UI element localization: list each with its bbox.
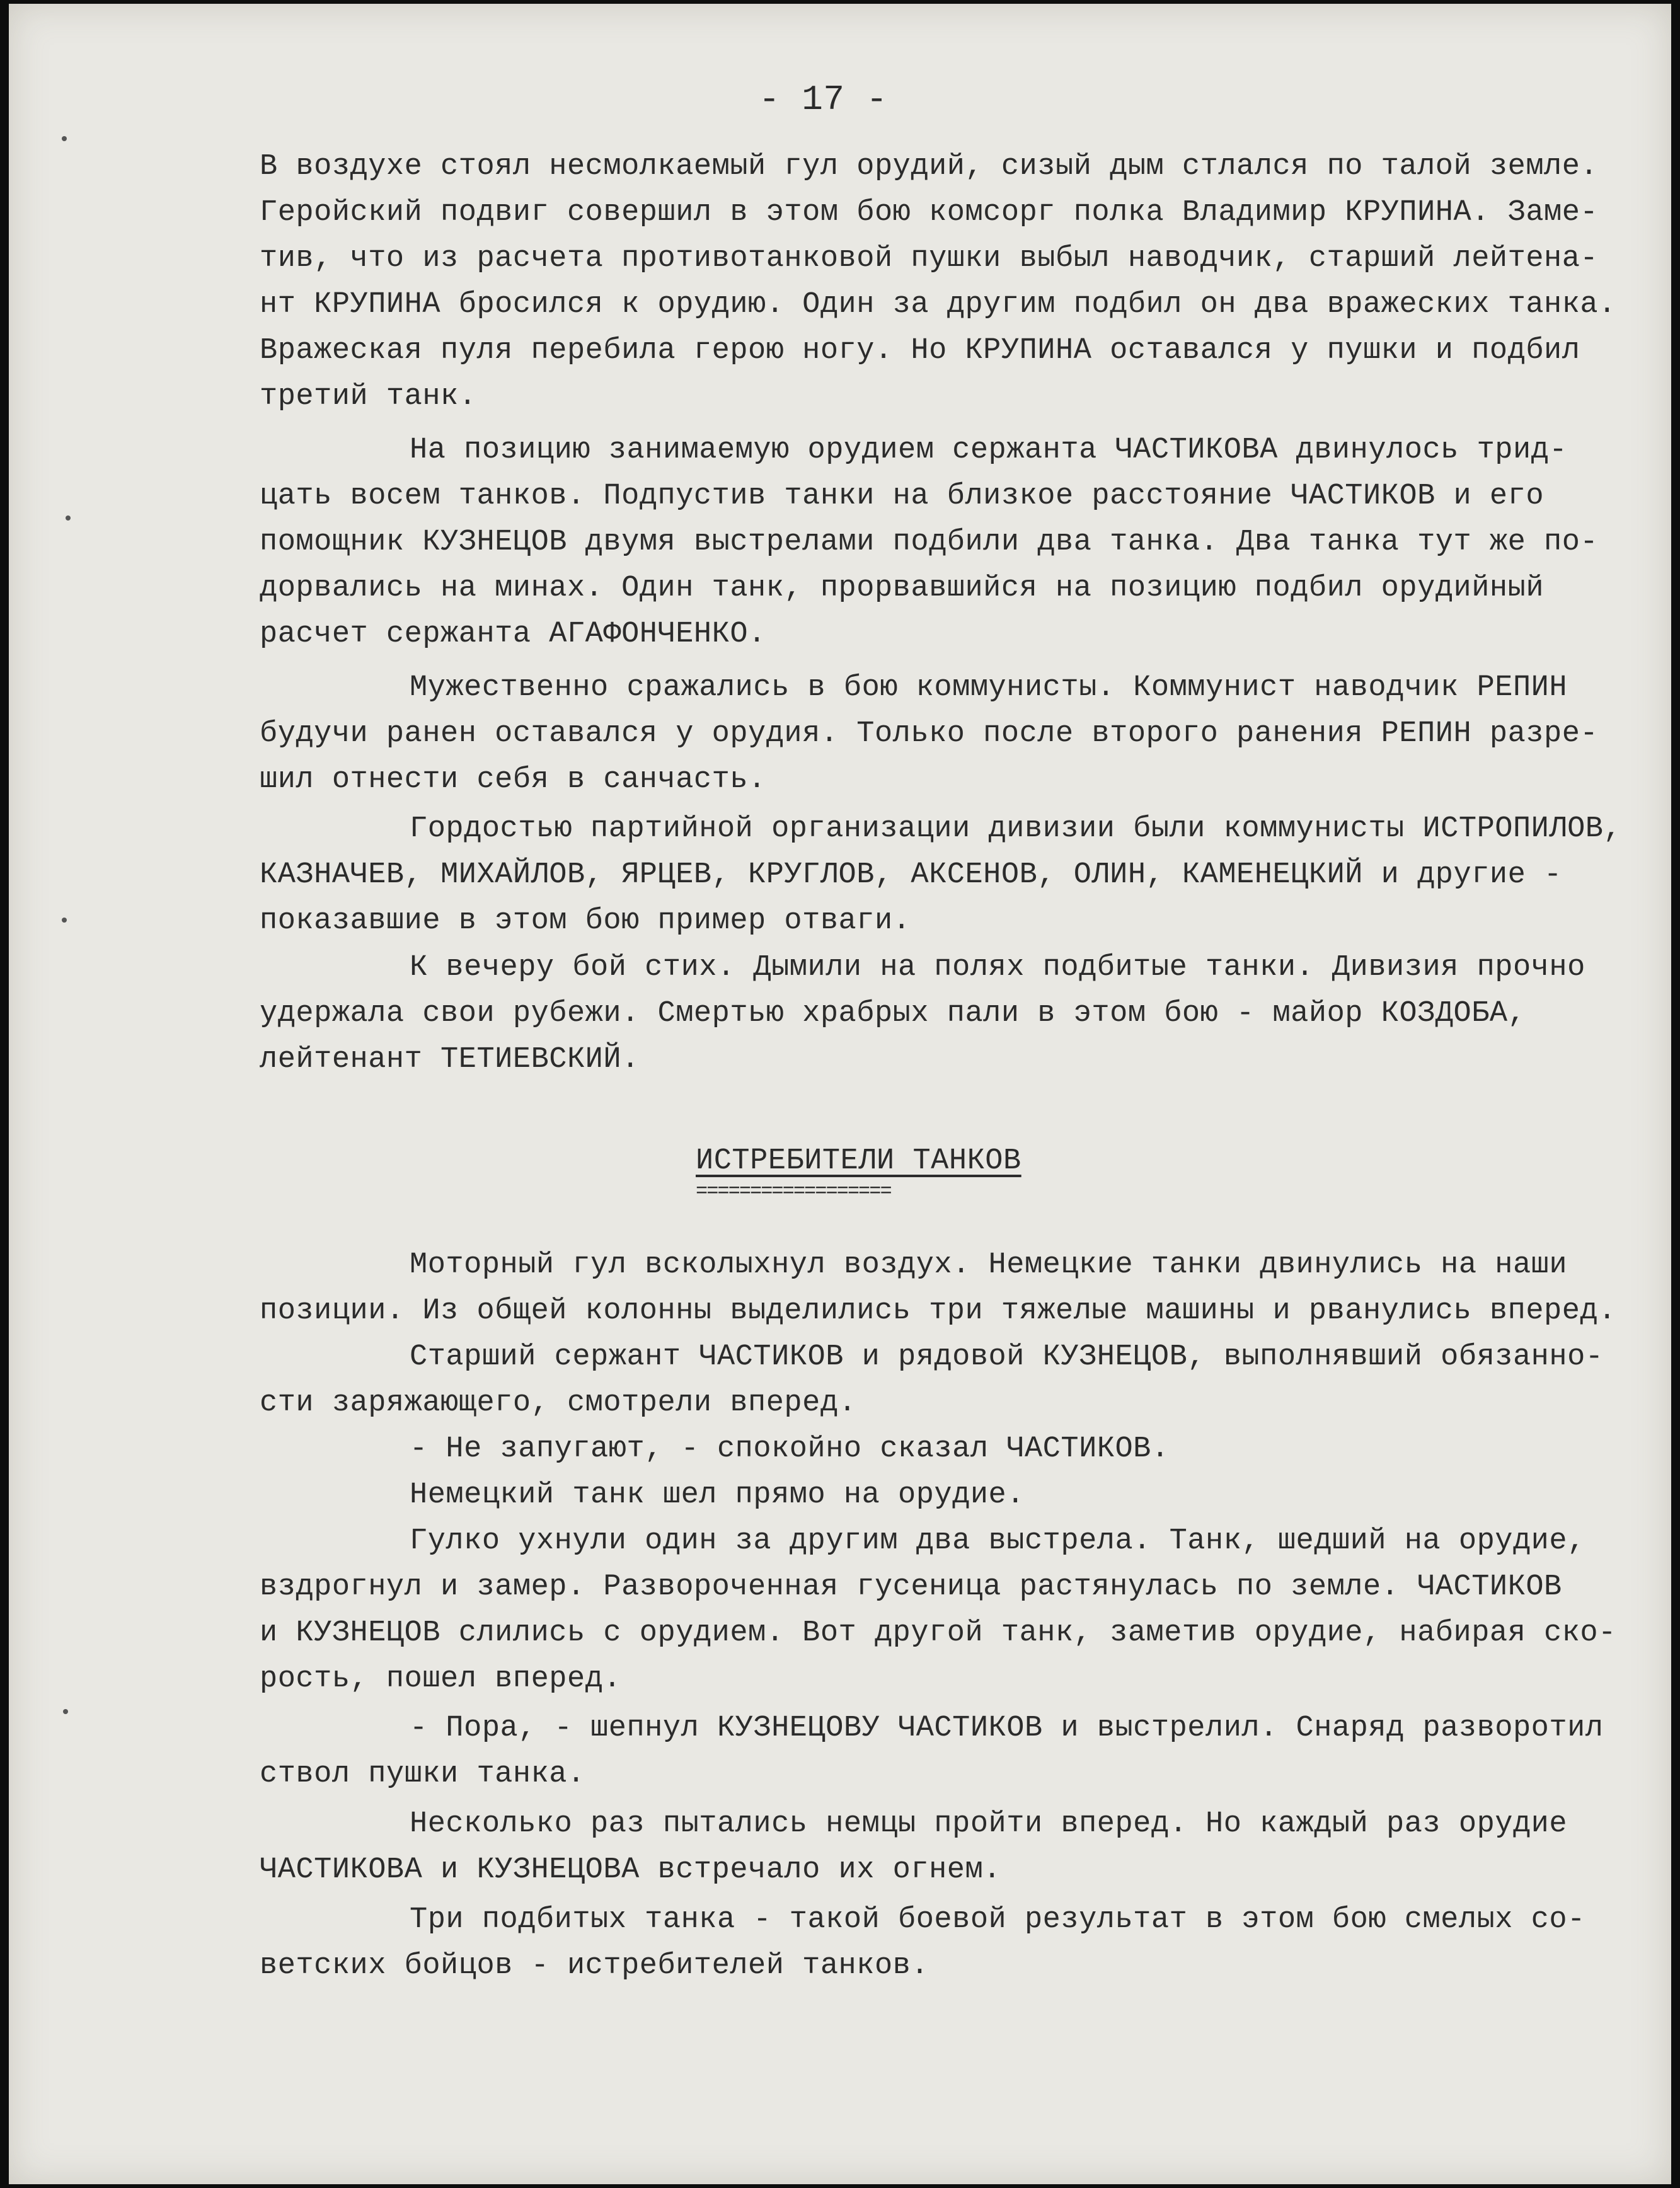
text-line: Три подбитых танка - такой боевой результат в этом бою смелых со- xyxy=(410,1903,1585,1937)
text-line: - Пора, - шепнул КУЗНЕЦОВУ ЧАСТИКОВ и выстрелил. Снаряд разворотил xyxy=(410,1712,1604,1745)
section-heading: ИСТРЕБИТЕЛИ ТАНКОВ xyxy=(696,1144,1021,1178)
punch-hole-mark xyxy=(66,515,71,521)
text-line: На позицию занимаемую орудием сержанта ЧАСТИКОВА двинулось трид- xyxy=(410,434,1568,467)
text-line: рость, пошел вперед. xyxy=(260,1662,622,1696)
heading-double-rule: ================== xyxy=(696,1180,891,1203)
text-line: ЧАСТИКОВА и КУЗНЕЦОВА встречало их огнем. xyxy=(260,1853,1001,1887)
text-line: Старший сержант ЧАСТИКОВ и рядовой КУЗНЕЦОВ, выполнявший обязанно- xyxy=(410,1340,1604,1374)
text-line: Моторный гул всколыхнул воздух. Немецкие танки двинулись на наши xyxy=(410,1248,1568,1282)
punch-hole-mark xyxy=(63,1709,68,1714)
text-line: третий танк. xyxy=(260,380,477,413)
text-line: Несколько раз пытались немцы пройти вперед. Но каждый раз орудие xyxy=(410,1807,1568,1841)
text-line: удержала свои рубежи. Смертью храбрых пали в этом бою - майор КОЗДОБА, xyxy=(260,997,1526,1030)
text-line: - Не запугают, - спокойно сказал ЧАСТИКОВ. xyxy=(410,1432,1170,1466)
text-line: дорвались на минах. Один танк, прорвавшийся на позицию подбил орудийный xyxy=(260,572,1545,605)
text-line: показавшие в этом бою пример отваги. xyxy=(260,904,911,938)
text-line: Гордостью партийной организации дивизии были коммунисты ИСТРОПИЛОВ, xyxy=(410,812,1622,846)
text-line: тив, что из расчета противотанковой пушки выбыл наводчик, старший лейтена- xyxy=(260,242,1599,275)
text-line: ветских бойцов - истребителей танков. xyxy=(260,1949,929,1983)
text-line: сти заряжающего, смотрели вперед. xyxy=(260,1386,857,1420)
text-line: шил отнести себя в санчасть. xyxy=(260,763,766,797)
text-line: помощник КУЗНЕЦОВ двумя выстрелами подбили два танка. Два танка тут же по- xyxy=(260,526,1599,559)
text-line: Немецкий танк шел прямо на орудие. xyxy=(410,1478,1025,1512)
text-line: КАЗНАЧЕВ, МИХАЙЛОВ, ЯРЦЕВ, КРУГЛОВ, АКСЕНОВ, ОЛИН, КАМЕНЕЦКИЙ и другие - xyxy=(260,858,1562,892)
text-line: расчет сержанта АГАФОНЧЕНКО. xyxy=(260,618,766,651)
text-line: В воздухе стоял несмолкаемый гул орудий, сизый дым стлался по талой земле. xyxy=(260,150,1599,183)
text-line: нт КРУПИНА бросился к орудию. Один за другим подбил он два вражеских танка. xyxy=(260,288,1616,321)
text-line: Гулко ухнули один за другим два выстрела. Танк, шедший на орудие, xyxy=(410,1524,1585,1558)
text-line: Мужественно сражались в бою коммунисты. Коммунист наводчик РЕПИН xyxy=(410,671,1568,705)
text-line: ствол пушки танка. xyxy=(260,1758,585,1791)
text-line: К вечеру бой стих. Дымили на полях подбитые танки. Дивизия прочно xyxy=(410,951,1585,984)
text-line: Геройский подвиг совершил в этом бою комсорг полка Владимир КРУПИНА. Заме- xyxy=(260,196,1599,229)
punch-hole-mark xyxy=(62,136,67,141)
document-page xyxy=(9,4,1671,2184)
text-line: Вражеская пуля перебила герою ногу. Но КРУПИНА оставался у пушки и подбил xyxy=(260,334,1580,367)
punch-hole-mark xyxy=(62,918,67,923)
page-number: - 17 - xyxy=(759,79,888,120)
text-line: цать восем танков. Подпустив танки на близкое расстояние ЧАСТИКОВ и его xyxy=(260,480,1545,513)
text-line: лейтенант ТЕТИЕВСКИЙ. xyxy=(260,1043,640,1076)
text-line: и КУЗНЕЦОВ слились с орудием. Вот другой танк, заметив орудие, набирая ско- xyxy=(260,1616,1616,1650)
text-line: будучи ранен оставался у орудия. Только после второго ранения РЕПИН разре- xyxy=(260,717,1599,751)
text-line: позиции. Из общей колонны выделились три тяжелые машины и рванулись вперед. xyxy=(260,1294,1616,1328)
text-line: вздрогнул и замер. Развороченная гусеница растянулась по земле. ЧАСТИКОВ xyxy=(260,1570,1562,1604)
